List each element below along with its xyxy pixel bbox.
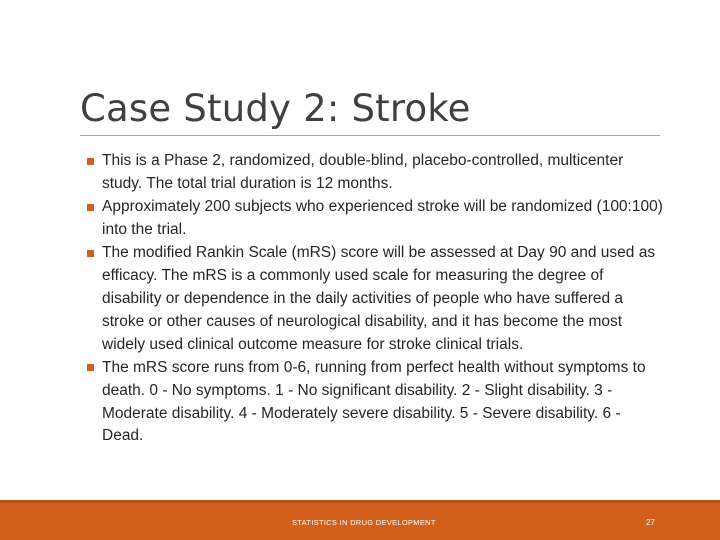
bullet-text: The modified Rankin Scale (mRS) score will be assessed at Day 90 and used as efficacy. The mRS is a commonly used scale for measuring the degree of disability or dependence in the daily activities of people who have suffered a stroke or other causes of neurological disability, and it has become the most widely used clinical outcome measure for stroke clinical trials. — [102, 244, 656, 353]
square-bullet-icon — [87, 250, 94, 257]
footer-label: STATISTICS IN DRUG DEVELOPMENT — [292, 518, 436, 527]
footer-bar — [0, 500, 720, 540]
slide-title: Case Study 2: Stroke — [80, 87, 471, 130]
bullet-text: The mRS score runs from 0-6, running from perfect health without symptoms to death. 0 - No symptoms. 1 - No significant disability. 2 - Slight disability. 3 - Moderate disability. 4 - Moderately severe disability. 5 - Severe disability. 6 - Dead. — [102, 358, 646, 445]
bullet-list — [87, 150, 665, 449]
bullet-item — [87, 357, 665, 448]
square-bullet-icon — [87, 204, 94, 211]
square-bullet-icon — [87, 364, 94, 371]
square-bullet-icon — [87, 158, 94, 165]
bullet-item — [87, 150, 665, 196]
bullet-item — [87, 242, 665, 356]
bullet-item — [87, 196, 665, 242]
bullet-text: Approximately 200 subjects who experienced stroke will be randomized (100:100) into the trial. — [102, 198, 663, 238]
bullet-text: This is a Phase 2, randomized, double-blind, placebo-controlled, multicenter study. The total trial duration is 12 months. — [102, 152, 624, 192]
page-number: 27 — [646, 518, 655, 527]
title-divider — [80, 135, 660, 136]
